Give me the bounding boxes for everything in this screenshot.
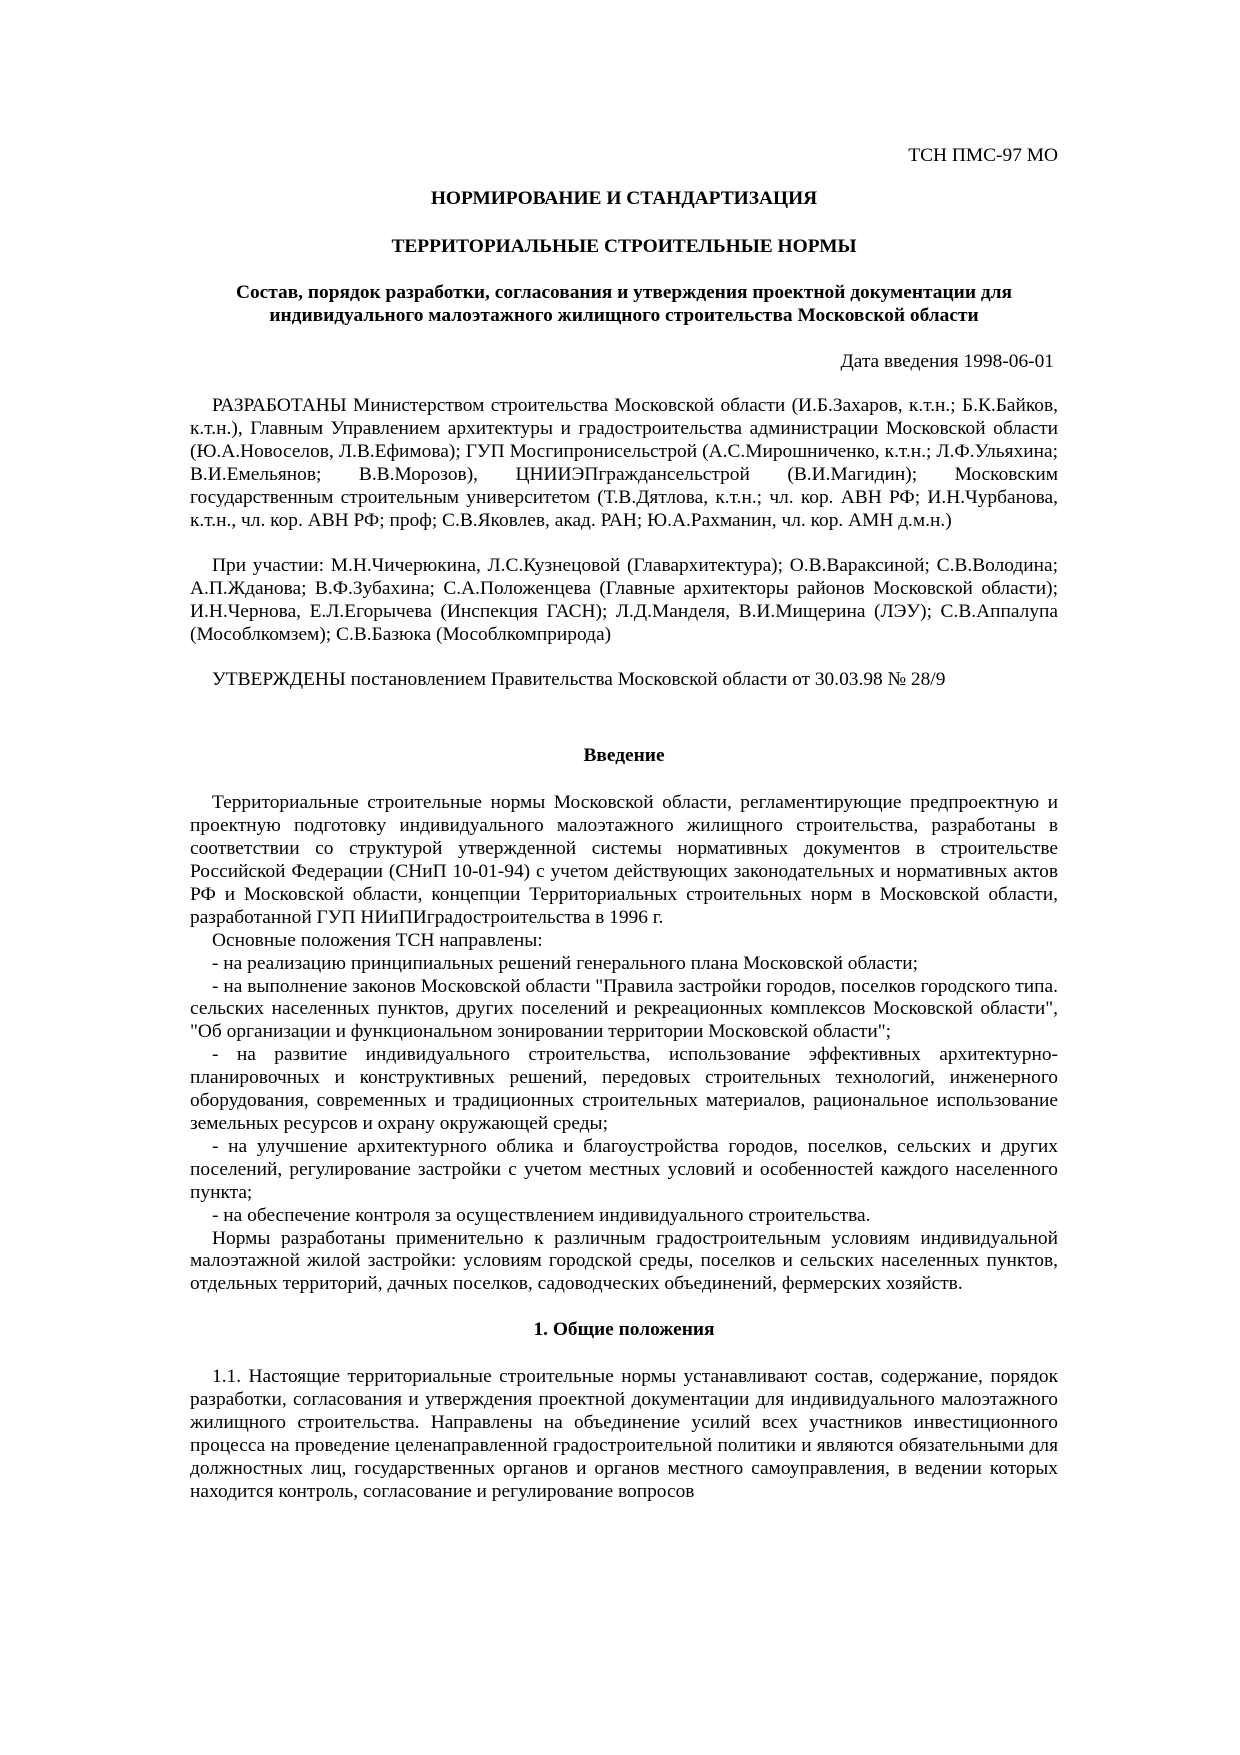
section-1-title: 1. Общие положения (533, 1319, 715, 1341)
document-subtitle: Состав, порядок разработки, согласования и утверждения проектной документации для индивидуального малоэтажного жилищного строительства Московской области (235, 281, 1013, 326)
introduction-paragraph: Нормы разработаны применительно к различным градостроительным условиям индивидуальной малоэтажной жилой застройки: условиям городской среды, поселков и сельских населенных пунктов, отдельных территорий, дачных поселков, садоводческих объединений, фермерских хозяйств. (190, 1227, 1058, 1295)
document-code: ТСН ПМС-97 МО (908, 145, 1058, 166)
introduction-date: Дата введения 1998-06-01 (840, 350, 1054, 372)
title-standardization: НОРМИРОВАНИЕ И СТАНДАРТИЗАЦИЯ (430, 187, 818, 209)
introduction-list-item: - на улучшение архитектурного облика и благоустройства городов, поселков, сельских и других поселений, регулирование застройки с учетом местных условий и особенностей каждого населенного пункта; (190, 1135, 1058, 1203)
introduction-title: Введение (583, 745, 665, 767)
introduction-list-item: - на реализацию принципиальных решений генерального плана Московской области; (212, 952, 918, 974)
title-territorial-norms: ТЕРРИТОРИАЛЬНЫЕ СТРОИТЕЛЬНЫЕ НОРМЫ (391, 235, 857, 257)
introduction-paragraph: Основные положения ТСН направлены: (212, 929, 543, 951)
introduction-list-item: - на выполнение законов Московской области "Правила застройки городов, поселков городского типа. сельских населенных пунктов, других поселений и рекреационных комплексов Московской области", "Об организации и функциональном зонировании территории Московской области"; (190, 975, 1058, 1043)
clause-1-1: 1.1. Настоящие территориальные строительные нормы устанавливают состав, содержание, порядок разработки, согласования и утверждения проектной документации для индивидуального малоэтажного жилищного строительства. Направлены на объединение усилий всех участников инвестиционного процесса на проведение целенаправленной градостроительной политики и являются обязательными для должностных лиц, государственных органов и органов местного самоуправления, в ведении которых находится контроль, согласование и регулирование вопросов (190, 1366, 1058, 1502)
introduction-list-item: - на обеспечение контроля за осуществлением индивидуального строительства. (212, 1204, 871, 1226)
introduction-list-item: - на развитие индивидуального строительства, использование эффективных архитектурно-планировочных и конструктивных решений, передовых строительных технологий, инженерного оборудования, современных и традиционных строительных материалов, рациональное использование земельных ресурсов и охрану окружающей среды; (190, 1044, 1058, 1134)
approved-paragraph: УТВЕРЖДЕНЫ постановлением Правительства Московской области от 30.03.98 № 28/9 (212, 668, 946, 690)
document-page (190, 145, 1058, 1504)
participation-paragraph: При участии: М.Н.Чичерюкина, Л.С.Кузнецовой (Главархитектура); О.В.Вараксиной; С.В.Володина; А.П.Жданова; В.Ф.Зубахина; С.А.Положенцева (Главные архитекторы районов Московской области); И.Н.Чернова, Е.Л.Егорычева (Инспекция ГАСН); Л.Д.Манделя, В.И.Мищерина (ЛЭУ); С.В.Аппалупа (Мособлкомзем); С.В.Базюка (Мособлкомприрода) (190, 554, 1058, 645)
introduction-paragraph: Территориальные строительные нормы Московской области, регламентирующие предпроектную и проектную подготовку индивидуального малоэтажного жилищного строительства, разработаны в соответствии со структурой утвержденной системы нормативных документов в строительстве Российской Федерации (СНиП 10-01-94) с учетом действующих законодательных и нормативных актов РФ и Московской области, концепции Территориальных строительных норм в Московской области, разработанной ГУП НИиПИградостроительства в 1996 г. (190, 792, 1058, 928)
developed-by-paragraph: РАЗРАБОТАНЫ Министерством строительства Московской области (И.Б.Захаров, к.т.н.; Б.К.Байков, к.т.н.), Главным Управлением архитектуры и градостроительства администрации Московской области (Ю.А.Новоселов, Л.В.Ефимова); ГУП Мосгипронисельстрой (А.С.Мирошниченко, к.т.н.; Л.Ф.Ульяхина; В.И.Емельянов; В.В.Морозов), ЦНИИЭПграждансельстрой (В.И.Магидин); Московским государственным строительным университетом (Т.В.Дятлова, к.т.н.; чл. кор. АВН РФ; И.Н.Чурбанова, к.т.н., чл. кор. АВН РФ; проф; С.В.Яковлев, акад. РАН; Ю.А.Рахманин, чл. кор. АМН д.м.н.) (190, 395, 1058, 531)
